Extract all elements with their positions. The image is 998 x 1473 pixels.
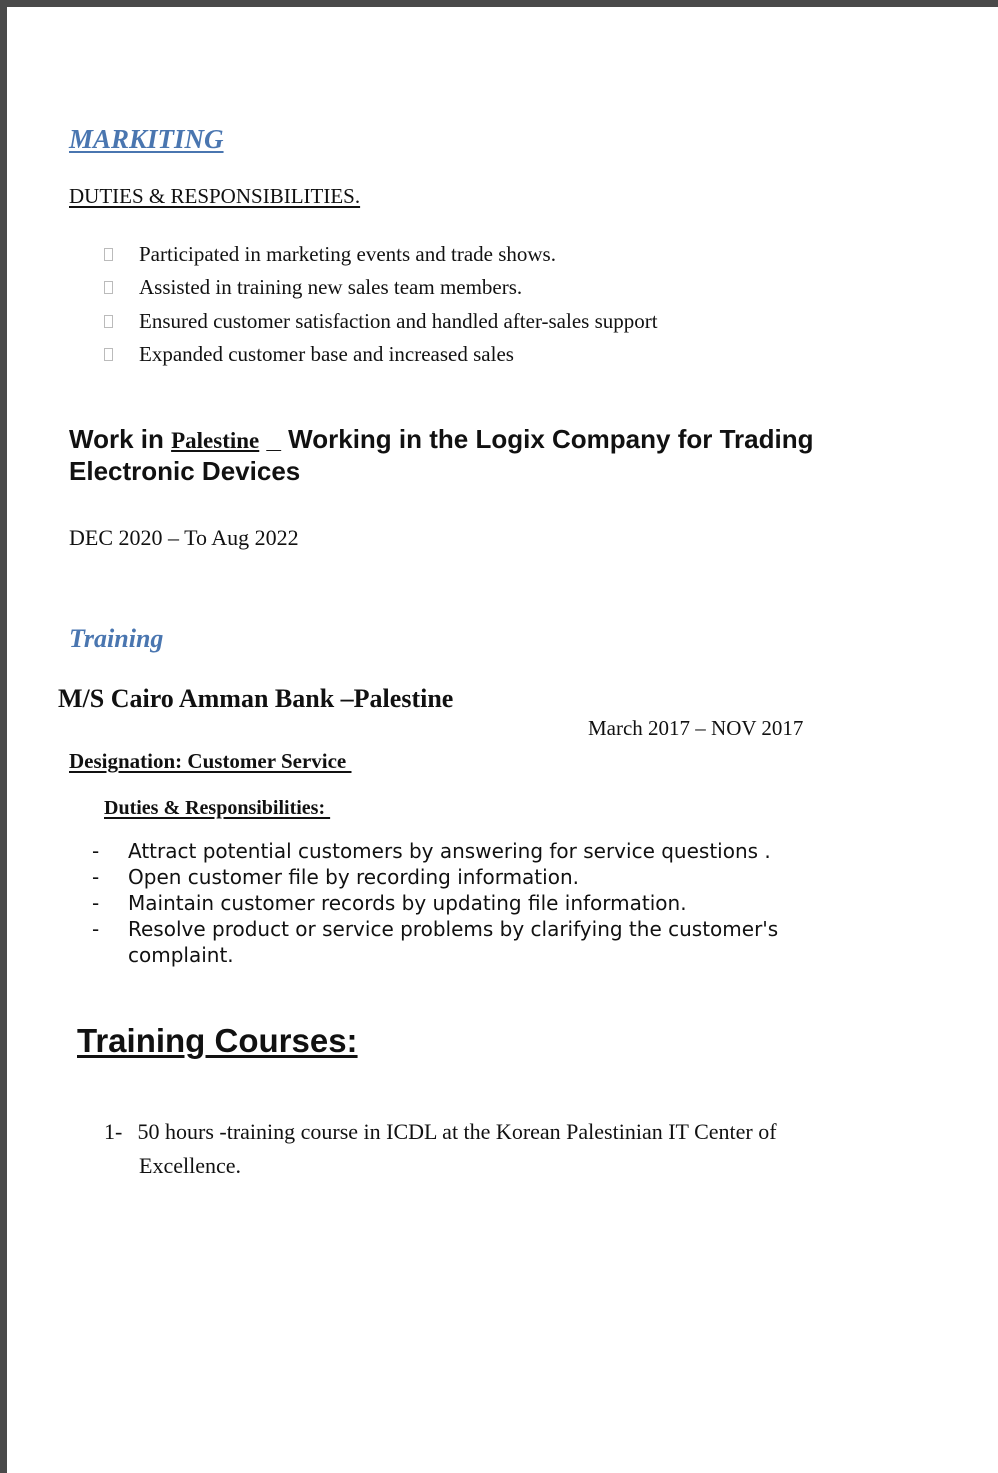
bullet-box-icon: [104, 348, 113, 361]
list-item: [104, 305, 658, 338]
dash-bullet: -: [92, 891, 100, 915]
duty-text: Attract potential customers by answering for service questions .: [128, 839, 771, 863]
list-item: [92, 890, 852, 916]
bullet-box-icon: [104, 248, 113, 261]
duty-text: Assisted in training new sales team members.: [139, 275, 523, 300]
list-item: [104, 271, 658, 304]
marketing-duties-list: [104, 238, 658, 371]
list-item: [92, 864, 852, 890]
section-title-marketing: MARKITING: [69, 124, 224, 154]
course-line1: 50 hours -training course in ICDL at the Korean Palestinian IT Center of: [137, 1119, 777, 1144]
training-courses-title: Training Courses:: [77, 1022, 358, 1059]
marketing-duties-heading: DUTIES & RESPONSIBILITIES.: [69, 184, 361, 208]
work-company-line1: _ Working in the Logix Company for Trading: [259, 424, 814, 454]
course-number: 1-: [104, 1119, 123, 1144]
list-item: [92, 838, 852, 864]
page-border-left: [0, 0, 7, 1473]
training-company: M/S Cairo Amman Bank –Palestine: [58, 684, 454, 713]
duty-text: Resolve product or service problems by clarifying the customer's complaint.: [128, 917, 779, 967]
list-item: [92, 916, 852, 968]
training-dates: March 2017 – NOV 2017: [588, 716, 804, 740]
bullet-box-icon: [104, 281, 113, 294]
training-duties-heading: Duties & Responsibilities:: [104, 797, 331, 819]
work-prefix: Work in: [69, 424, 172, 454]
duty-text: Ensured customer satisfaction and handled after-sales support: [139, 308, 658, 333]
work-dates: DEC 2020 – To Aug 2022: [69, 525, 299, 550]
duty-text: Open customer file by recording information.: [128, 865, 579, 889]
course-line2: Excellence.: [139, 1153, 241, 1178]
training-designation: Designation: Customer Service: [69, 749, 352, 773]
dash-bullet: -: [92, 839, 100, 863]
duty-text: Expanded customer base and increased sales: [139, 342, 514, 367]
dash-bullet: -: [92, 917, 100, 941]
work-company-line2: Electronic Devices: [69, 456, 301, 486]
list-item: [104, 238, 658, 271]
training-duties-list: [92, 838, 852, 968]
page-border-top: [0, 0, 998, 7]
course-item: [104, 1115, 894, 1183]
bullet-box-icon: [104, 315, 113, 328]
duty-text: Maintain customer records by updating file information.: [128, 891, 687, 915]
duty-text: Participated in marketing events and trade shows.: [139, 242, 556, 267]
work-heading: [69, 424, 929, 487]
list-item: [104, 338, 658, 371]
section-title-training: Training: [69, 624, 164, 653]
work-location: Palestine: [171, 428, 260, 453]
dash-bullet: -: [92, 865, 100, 889]
